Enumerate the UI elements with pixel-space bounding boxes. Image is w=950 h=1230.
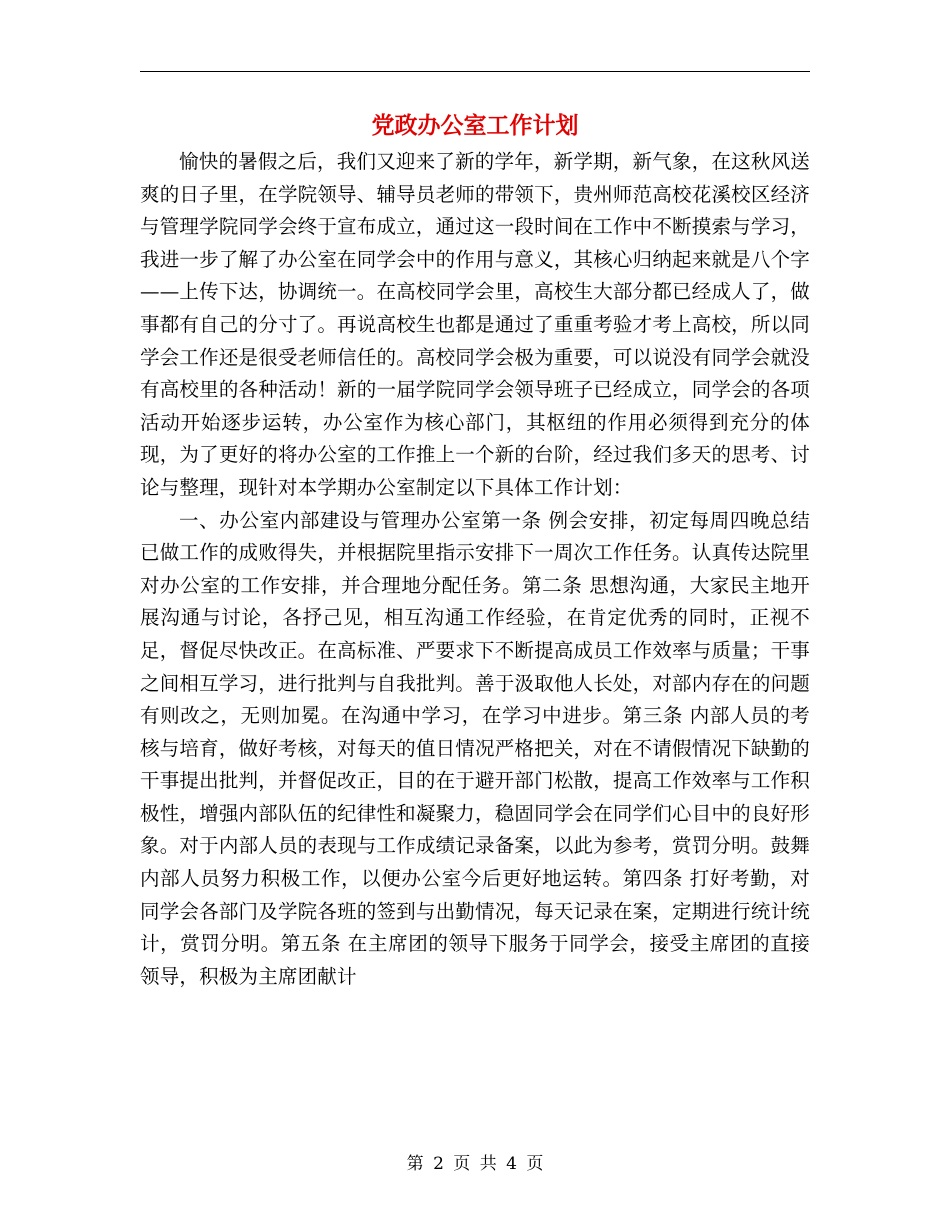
page-number-footer: 第 2 页 共 4 页 — [406, 1154, 544, 1174]
document-body — [140, 146, 810, 993]
paragraph-intro: 愉快的暑假之后，我们又迎来了新的学年，新学期，新气象，在这秋风送爽的日子里，在学院领导、辅导员老师的带领下，贵州师范高校花溪校区经济与管理学院同学会终于宣布成立，通过这一段时间在工作中不断摸索与学习，我进一步了解了办公室在同学会中的作用与意义，其核心归纳起来就是八个字——上传下达，协调统一。在高校同学会里，高校生大部分都已经成人了，做事都有自己的分寸了。再说高校生也都是通过了重重考验才考上高校，所以同学会工作还是很受老师信任的。高校同学会极为重要，可以说没有同学会就没有高校里的各种活动！新的一届学院同学会领导班子已经成立，同学会的各项活动开始逐步运转，办公室作为核心部门，其枢纽的作用必须得到充分的体现，为了更好的将办公室的工作推上一个新的台阶，经过我们多天的思考、讨论与整理，现针对本学期办公室制定以下具体工作计划： — [140, 150, 810, 499]
paragraph-section-one: 一、办公室内部建设与管理办公室第一条 例会安排，初定每周四晚总结已做工作的成败得失，并根据院里指示安排下一周次工作任务。认真传达院里对办公室的工作安排，并合理地分配任务。第二条 思想沟通，大家民主地开展沟通与讨论，各抒己见，相互沟通工作经验，在肯定优秀的同时，正视不足，督促尽快改正。在高标准、严要求下不断提高成员工作效率与质量；干事之间相互学习，进行批判与自我批判。善于汲取他人长处，对部内存在的问题有则改之，无则加冕。在沟通中学习，在学习中进步。第三条 内部人员的考核与培育，做好考核，对每天的值日情况严格把关，对在不请假情况下缺勤的干事提出批判，并督促改正，目的在于避开部门松散，提高工作效率与工作积极性，增强内部队伍的纪律性和凝聚力，稳固同学会在同学们心目中的良好形象。对于内部人员的表现与工作成绩记录备案，以此为参考，赏罚分明。鼓舞内部人员努力积极工作，以便办公室今后更好地运转。第四条 打好考勤，对同学会各部门及学院各班的签到与出勤情况，每天记录在案，定期进行统计统计，赏罚分明。第五条 在主席团的领导下服务于同学会，接受主席团的直接领导，积极为主席团献计 — [140, 508, 810, 988]
header-rule — [140, 71, 810, 72]
document-title: 党政办公室工作计划 — [371, 112, 579, 139]
